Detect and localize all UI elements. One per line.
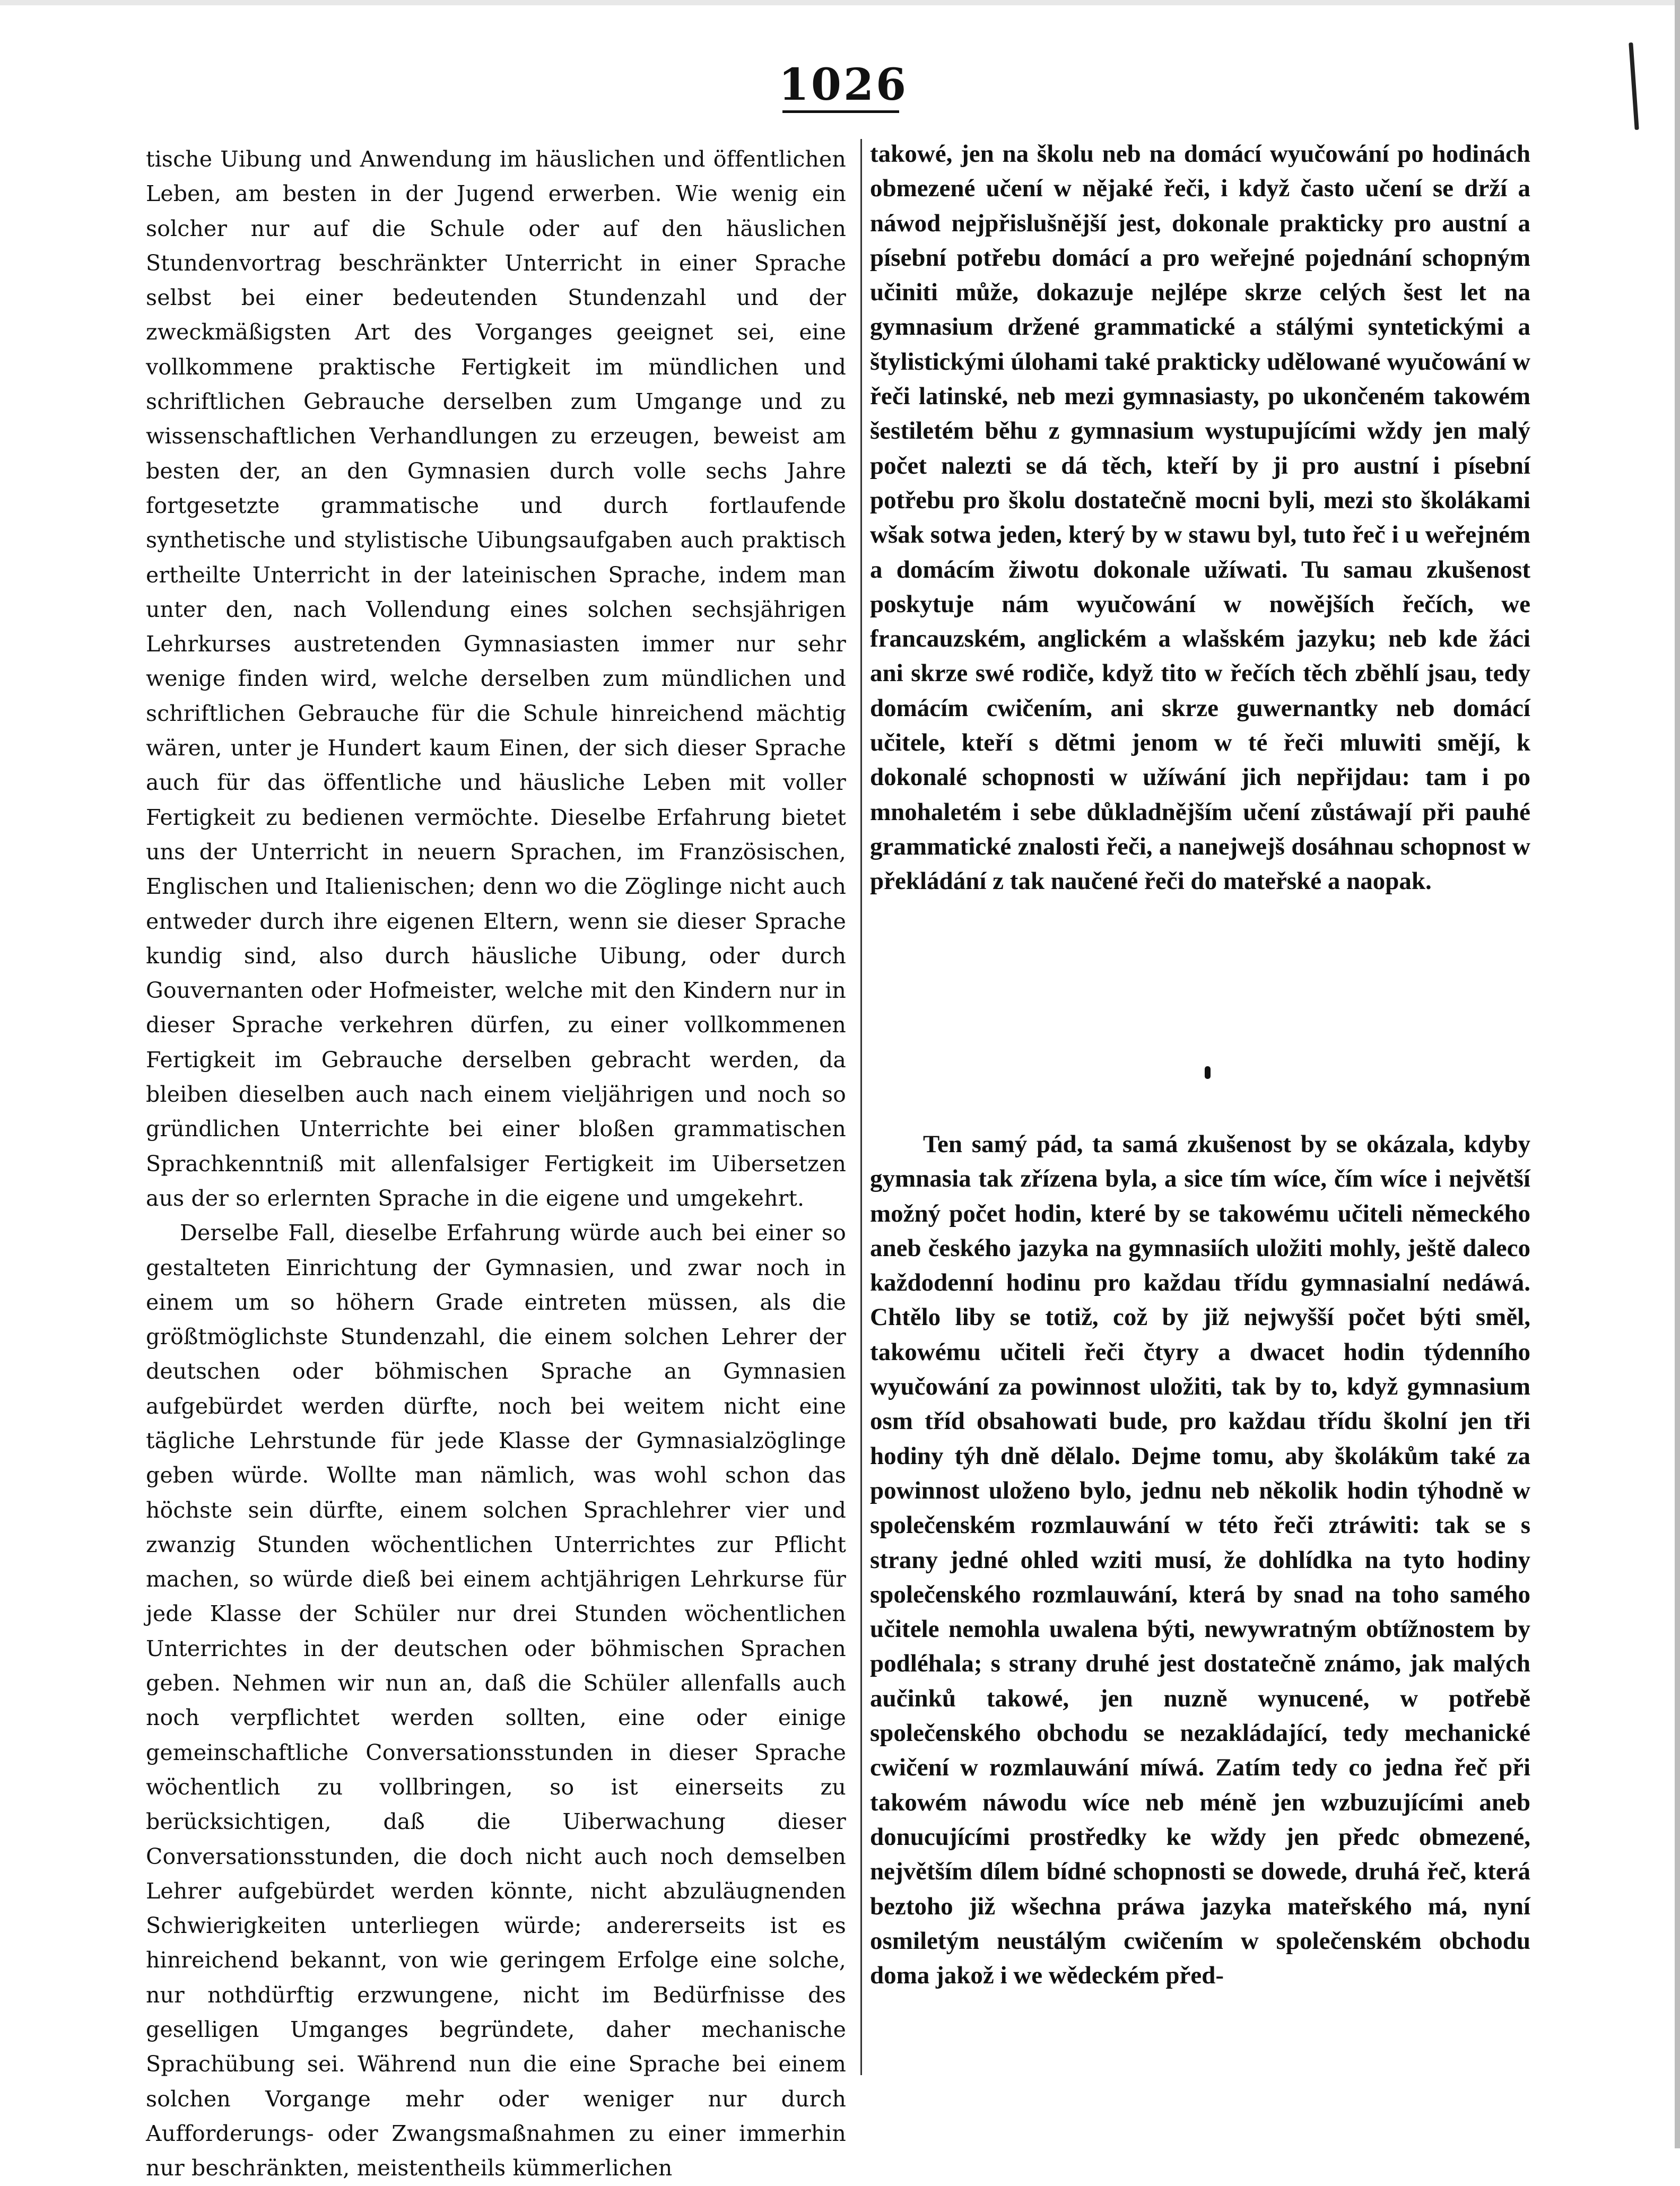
czech-column-top <box>870 137 1530 899</box>
czech-column-bottom <box>870 1127 1530 1993</box>
german-paragraph-1: tische Uibung und Anwendung im häuslichen und öffentlichen Leben, am besten in der Jugend erwerben. Wie wenig ein solcher nur auf die Schule oder auf den häuslichen Stundenvortrag beschränkter Unterricht in einer Sprache selbst bei einer bedeutenden Stundenzahl und der zweckmäßigsten Art des Vorganges geeignet sei, eine vollkommene praktische Fertigkeit im mündlichen und schriftlichen Gebrauche derselben zum Umgange und zu wissenschaftlichen Verhandlungen zu erzeugen, beweist am besten der, an den Gymnasien durch volle sechs Jahre fortgesetzte grammatische und durch fortlaufende synthetische und stylistische Uibungsaufgaben auch praktisch ertheilte Unterricht in der lateinischen Sprache, indem man unter den, nach Vollendung eines solchen sechsjährigen Lehrkurses austretenden Gymnasiasten immer nur sehr wenige finden wird, welche derselben zum mündlichen und schriftlichen Gebrauche für die Schule hinreichend mächtig wären, unter je Hundert kaum Einen, der sich dieser Sprache auch für das öffentliche und häusliche Leben mit voller Fertigkeit zu bedienen vermöchte. Dieselbe Erfahrung bietet uns der Unterricht in neuern Sprachen, im Französischen, Englischen und Italienischen; denn wo die Zöglinge nicht auch entweder durch ihre eigenen Eltern, wenn sie dieser Sprache kundig sind, also durch häusliche Uibung, oder durch Gouvernanten oder Hofmeister, welche mit den Kindern nur in dieser Sprache verkehren dürfen, zu einer vollkommenen Fertigkeit im Gebrauche derselben gebracht werden, da bleiben dieselben auch nach einem vieljährigen und noch so gründlichen Unterrichte bei einer bloßen grammatischen Sprachkenntniß mit allenfalsiger Fertigkeit im Uibersetzen aus der so erlernten Sprache in die eigene und umgekehrt. <box>146 146 846 1211</box>
column-divider <box>860 139 862 2075</box>
margin-pen-mark <box>1629 42 1639 130</box>
page-number-underline <box>782 110 899 113</box>
page-right-edge <box>1675 0 1680 2148</box>
page-number: 1026 <box>778 59 909 110</box>
czech-paragraph-2: Ten samý pád, ta samá zkušenost by se okázala, kdyby gymnasia tak zřízena byla, a sice tím wíce, čím wíce i největší možný počet hodin, které by se takowému učiteli německého aneb českého jazyka na gymnasiích uložiti mohly, ještě daleco každodenní hodinu pro každau třídu gymnasialní nedáwá. Chtělo liby se totiž, což by již nejwyšší počet býti směl, takowému učiteli řeči čtyry a dwacet hodin týdenního wyučowání za powinnost uložiti, tak by to, když gymnasium osm tříd obsahowati bude, pro každau třídu školní jen tři hodiny týh dně dělalo. Dejme tomu, aby školákům také za powinnost uloženo bylo, jednu neb několik hodin týhodně w společenském rozmlauwání w této řeči ztráwiti: tak se s strany jedné ohled wziti musí, že dohlídka na tyto hodiny společenského rozmlauwání, která by snad na toho samého učitele nemohla uwalena býti, newywratným obtížnostem by podléhala; s strany druhé jest dostatečně známo, jak malých aučinků takowé, jen nuzně wynucené, w potřebě společenského obchodu se nezakládající, tedy mechanické cwičení w rozmlauwání míwá. Zatím tedy co jedna řeč při takowém náwodu wíce neb méně jen wzbuzujícími aneb donucujícími prostředky ke wždy jen předc obmezené, největším dílem bídné schopnosti se dowede, druhá řeč, která beztoho již wšechna práwa jazyka mateřského má, nyní osmiletým neustálým cwičením w společenském obchodu doma jakož i we wědeckém před- <box>870 1130 1530 1990</box>
german-column <box>146 142 846 2186</box>
czech-paragraph-1: takowé, jen na školu neb na domácí wyučowání po hodinách obmezené učení w nějaké řeči, i když často učení se drží a náwod nejpřislušnější jest, dokonale prakticky pro austní a písební potřebu domácí a pro weřejné pojednání schopným učiniti může, dokazuje nejlépe skrze celých šest let na gymnasium držené grammatické a stálými syntetickými a štylistickými úlohami také prakticky udělowané wyučowání w řeči latinské, neb mezi gymnasiasty, po ukončeném takowém šestiletém běhu z gymnasium wystupujícími wždy jen malý počet nalezti se dá těch, kteří by ji pro austní i písební potřebu pro školu dostatečně mocni byli, mezi sto školákami wšak sotwa jeden, který by w stawu byl, tuto řeč i u weřejném a domácím žiwotu dokonale užíwati. Tu samau zkušenost poskytuje nám wyučowání w nowějších řečích, we francauzském, anglickém a wlašském jazyku; neb kde žáci ani skrze swé rodiče, když tito w řečích těch zběhlí jsau, tedy domácím cwičením, ani skrze guwernantky neb domácí učitele, kteří s dětmi jenom w té řeči mluwiti smějí, k dokonalé schopnosti w užíwání jich nepřijdau: tam i po mnohaletém i sebe důkladnějším učení zůstáwají při pauhé grammatické znalosti řeči, a nanejwejš dosáhnau schopnost w překládání z tak naučené řeči do mateřské a naopak. <box>870 140 1530 895</box>
separator-dot <box>1205 1066 1211 1079</box>
german-paragraph-2: Derselbe Fall, dieselbe Erfahrung würde auch bei einer so gestalteten Einrichtung der Gymnasien, und zwar noch in einem um so höhern Grade eintreten müssen, als die größtmöglichste Stundenzahl, die einem solchen Lehrer der deutschen oder böhmischen Sprache an Gymnasien aufgebürdet werden dürfte, noch bei weitem nicht eine tägliche Lehrstunde für jede Klasse der Gymnasialzöglinge geben würde. Wollte man nämlich, was wohl schon das höchste sein dürfte, einem solchen Sprachlehrer vier und zwanzig Stunden wöchentlichen Unterrichtes zur Pflicht machen, so würde dieß bei einem achtjährigen Lehrkurse für jede Klasse der Schüler nur drei Stunden wöchentlichen Unterrichtes in der deutschen oder böhmischen Sprachen geben. Nehmen wir nun an, daß die Schüler allenfalls auch noch verpflichtet werden sollten, eine oder einige gemeinschaftliche Conversationsstunden in dieser Sprache wöchentlich zu vollbringen, so ist einerseits zu berücksichtigen, daß die Uiberwachung dieser Conversationsstunden, die doch nicht auch noch demselben Lehrer aufgebürdet werden könnte, nicht abzuläugnenden Schwierigkeiten unterliegen würde; andererseits ist es hinreichend bekannt, von wie geringem Erfolge eine solche, nur nothdürftig erzwungene, nicht im Bedürfnisse des geselligen Umganges begründete, daher mechanische Sprachübung sei. Während nun die eine Sprache bei einem solchen Vorgange mehr oder weniger nur durch Aufforderungs- oder Zwangsmaßnahmen zu einer immerhin nur beschränkten, meistentheils kümmerlichen <box>146 1220 846 2181</box>
page-top-edge <box>0 0 1680 5</box>
